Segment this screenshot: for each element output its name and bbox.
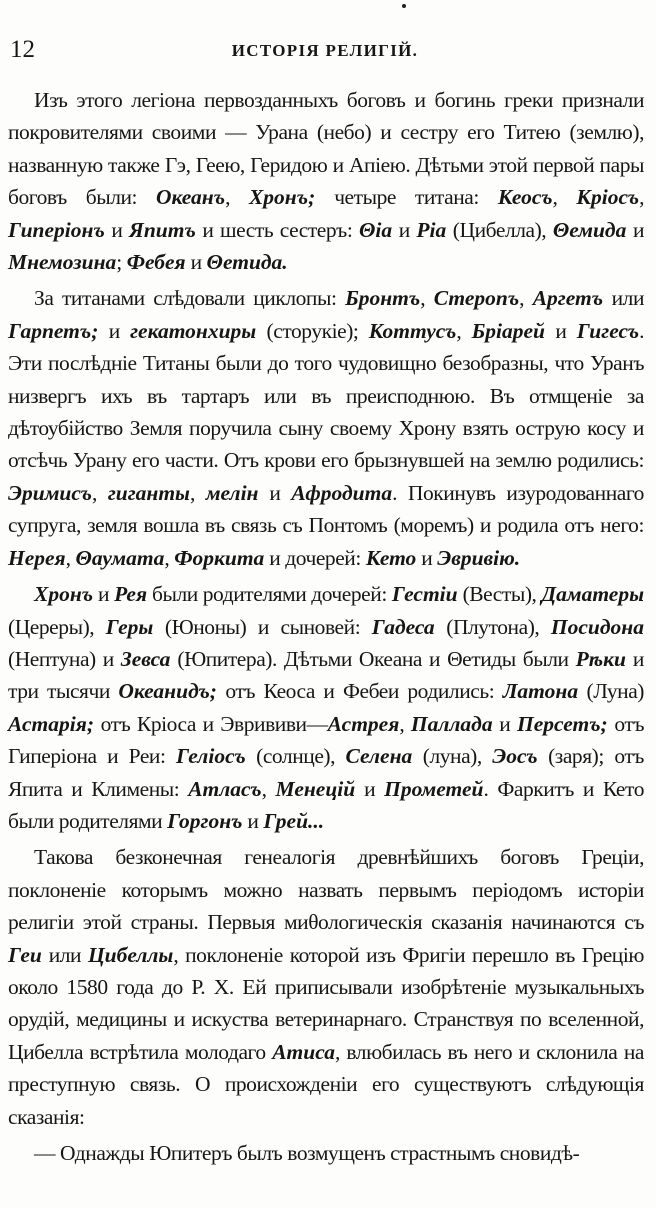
text-run: и — [355, 776, 385, 801]
text-run: отъ Кріоса и Эврививи— — [94, 711, 328, 736]
italic-name: Грей... — [263, 808, 325, 833]
text-run: и шесть сестеръ: — [195, 217, 359, 242]
text-run: и — [185, 250, 207, 275]
italic-name: Θаумата — [75, 545, 165, 570]
body-text — [8, 84, 644, 1173]
ink-speck — [402, 4, 406, 8]
text-run: (Нептуна) и — [8, 646, 121, 671]
text-run: и — [93, 582, 115, 607]
italic-name: Кріосъ — [576, 185, 640, 210]
page-header — [10, 36, 640, 66]
text-run: , — [456, 318, 472, 343]
text-run: (Юноны) и сыновей: — [153, 614, 372, 639]
italic-name: Посидона — [550, 614, 644, 639]
italic-name: Бронтъ — [345, 286, 421, 311]
italic-name: Япитъ — [129, 217, 196, 242]
text-run: , — [552, 185, 577, 210]
text-run: были родителями дочерей: — [147, 582, 392, 607]
text-run: , — [639, 185, 645, 210]
text-run: , — [91, 480, 108, 505]
italic-name: мелін — [205, 480, 259, 505]
paragraph — [8, 578, 644, 837]
text-run: , — [65, 545, 76, 570]
italic-name: Рея — [114, 582, 148, 607]
text-run: и — [492, 711, 517, 736]
running-head: ИСТОРІЯ РЕЛИГІЙ. — [231, 41, 419, 60]
text-run: (Плутона), — [434, 614, 551, 639]
italic-name: Нерея — [8, 545, 66, 570]
italic-name: Цибеллы — [87, 942, 174, 967]
text-run: и — [242, 808, 264, 833]
italic-name: Зевса — [120, 646, 171, 671]
text-run: ; — [116, 250, 127, 275]
italic-name: Астарія; — [8, 711, 94, 736]
text-run: (Цереры), — [8, 614, 106, 639]
page-number: 12 — [10, 36, 35, 63]
text-run: , — [225, 185, 249, 210]
italic-name: Форкита — [174, 545, 265, 570]
text-run: — Однажды Юпитеръ былъ возмущенъ страстнымъ сновидѣ- — [34, 1141, 580, 1165]
paragraph — [8, 1137, 644, 1169]
text-run: и — [98, 318, 131, 343]
italic-name: Хронъ — [34, 582, 94, 607]
text-run: и — [258, 480, 292, 505]
text-run: отъ Гиперіона и Реи: — [8, 711, 644, 769]
text-run: (заря); отъ Япита и Климены: — [8, 744, 644, 801]
italic-name: Атласъ — [188, 776, 262, 801]
italic-name: Кеосъ — [497, 185, 553, 210]
text-run: (солнце), — [245, 744, 346, 769]
italic-name: Гарпетъ; — [8, 318, 99, 343]
text-run: и дочерей: — [264, 545, 366, 570]
italic-name: Хронъ; — [248, 185, 316, 210]
italic-name: гиганты — [107, 480, 190, 505]
italic-name: Θіа — [358, 217, 393, 242]
text-run: четыре титана: — [315, 185, 498, 210]
italic-name: Геи — [8, 942, 42, 967]
text-run: За титанами слѣдовали циклопы: — [34, 286, 346, 311]
text-run: , поклоненіе которой изъ Фригіи перешло въ Грецію около 1580 года до Р. Х. Ей приписывали изобрѣтеніе музыкальныхъ орудій, медицины и искуства ветеринарнаго. Странствуя по вселенной, Цибелла встрѣтила молодаго — [8, 942, 644, 1064]
text-run: отъ Кеоса и Фебеи родились: — [216, 679, 503, 704]
italic-name: Геліосъ — [175, 744, 246, 769]
text-run: , — [399, 711, 411, 736]
italic-name: Океанидъ; — [118, 679, 217, 704]
text-run: и — [392, 217, 417, 242]
italic-name: гекатонхиры — [130, 318, 257, 343]
italic-name: Паллада — [410, 711, 493, 736]
text-run: , — [420, 286, 434, 311]
paragraph — [8, 841, 644, 1133]
italic-name: Ріа — [416, 217, 447, 242]
text-run: Такова безконечная генеалогія древнѣйшихъ боговъ Греціи, поклоненіе которымъ можно назвать первымъ періодомъ исторіи религіи этой страны. Первыя миθологическія сказанія начинаются съ — [8, 845, 644, 935]
text-run: . Фаркитъ и Кето были родителями — [8, 776, 644, 833]
text-run: . Эти послѣдніе Титаны были до того чудовищно безобразны, что Уранъ низвергъ ихъ въ тартаръ или въ преисподнюю. Въ отмщеніе за дѣтоубійство Земля поручила сыну своему Хрону взять острую косу и отсѣчь Урану его части. Отъ крови его брызнувшей на землю родились: — [8, 318, 644, 473]
italic-name: Прометей — [384, 776, 484, 801]
italic-name: Гестіи — [391, 582, 458, 607]
italic-name: Коттусъ — [368, 318, 457, 343]
italic-name: Менецій — [275, 776, 356, 801]
text-run: и — [626, 217, 645, 242]
italic-name: Геры — [105, 614, 154, 639]
text-run: (луна), — [412, 744, 493, 769]
italic-name: Фебея — [126, 250, 186, 275]
text-run: и — [416, 545, 438, 570]
italic-name: Эримисъ — [8, 480, 92, 505]
italic-name: Горгонъ — [167, 808, 243, 833]
italic-name: Стеропъ — [433, 286, 520, 311]
text-run: или — [603, 286, 644, 311]
italic-name: Аргетъ — [532, 286, 604, 311]
italic-name: Персетъ; — [516, 711, 608, 736]
text-run: (Весты), — [457, 582, 542, 607]
italic-name: Эосъ — [492, 744, 538, 769]
text-run: (Цибелла), — [446, 217, 553, 242]
text-run: , — [164, 545, 175, 570]
italic-name: Гадеса — [371, 614, 435, 639]
italic-name: Эвривію. — [437, 545, 521, 570]
italic-name: Астрея — [327, 711, 400, 736]
italic-name: Атиса — [272, 1039, 335, 1064]
text-run: и — [545, 318, 577, 343]
italic-name: Гигесъ — [576, 318, 640, 343]
text-run: , — [189, 480, 206, 505]
italic-name: Θемида — [552, 217, 627, 242]
italic-name: Θетида. — [206, 250, 288, 275]
italic-name: Латона — [502, 679, 579, 704]
text-run: (Луна) — [578, 679, 645, 704]
italic-name: Океанъ — [156, 185, 226, 210]
text-run: , — [519, 286, 533, 311]
text-run: , — [261, 776, 276, 801]
italic-name: Рѣки — [575, 646, 626, 671]
paragraph — [8, 84, 644, 278]
text-run: (сторукіе); — [256, 318, 369, 343]
italic-name: Селена — [345, 744, 413, 769]
text-run: или — [41, 942, 88, 967]
paragraph — [8, 282, 644, 574]
italic-name: Афродита — [291, 480, 393, 505]
text-run: и — [104, 217, 130, 242]
text-run: Изъ этого легіона первозданныхъ боговъ и богинь греки признали покровителями своими — Урана (небо) и сестру его Титею (землю), названную также Гэ, Геею, Геридою и Апіею. Дѣтьми этой первой пары боговъ были: — [8, 88, 644, 210]
text-run: . Покинувъ изуродованнаго супруга, земля вошла въ связь съ Понтомъ (моремъ) и родила отъ него: — [8, 480, 644, 538]
italic-name: Кето — [365, 545, 417, 570]
text-run: (Юпитера). Дѣтьми Океана и Θетиды были — [170, 646, 576, 671]
text-run: , влюбилась въ него и склонила на преступную связь. О происхожденіи его существуютъ слѣдующія сказанія: — [8, 1039, 644, 1129]
italic-name: Даматеры — [541, 582, 644, 607]
text-run: и три тысячи — [8, 646, 644, 704]
italic-name: Бріарей — [471, 318, 546, 343]
italic-name: Мнемозина — [8, 250, 117, 275]
italic-name: Гиперіонъ — [8, 217, 105, 242]
